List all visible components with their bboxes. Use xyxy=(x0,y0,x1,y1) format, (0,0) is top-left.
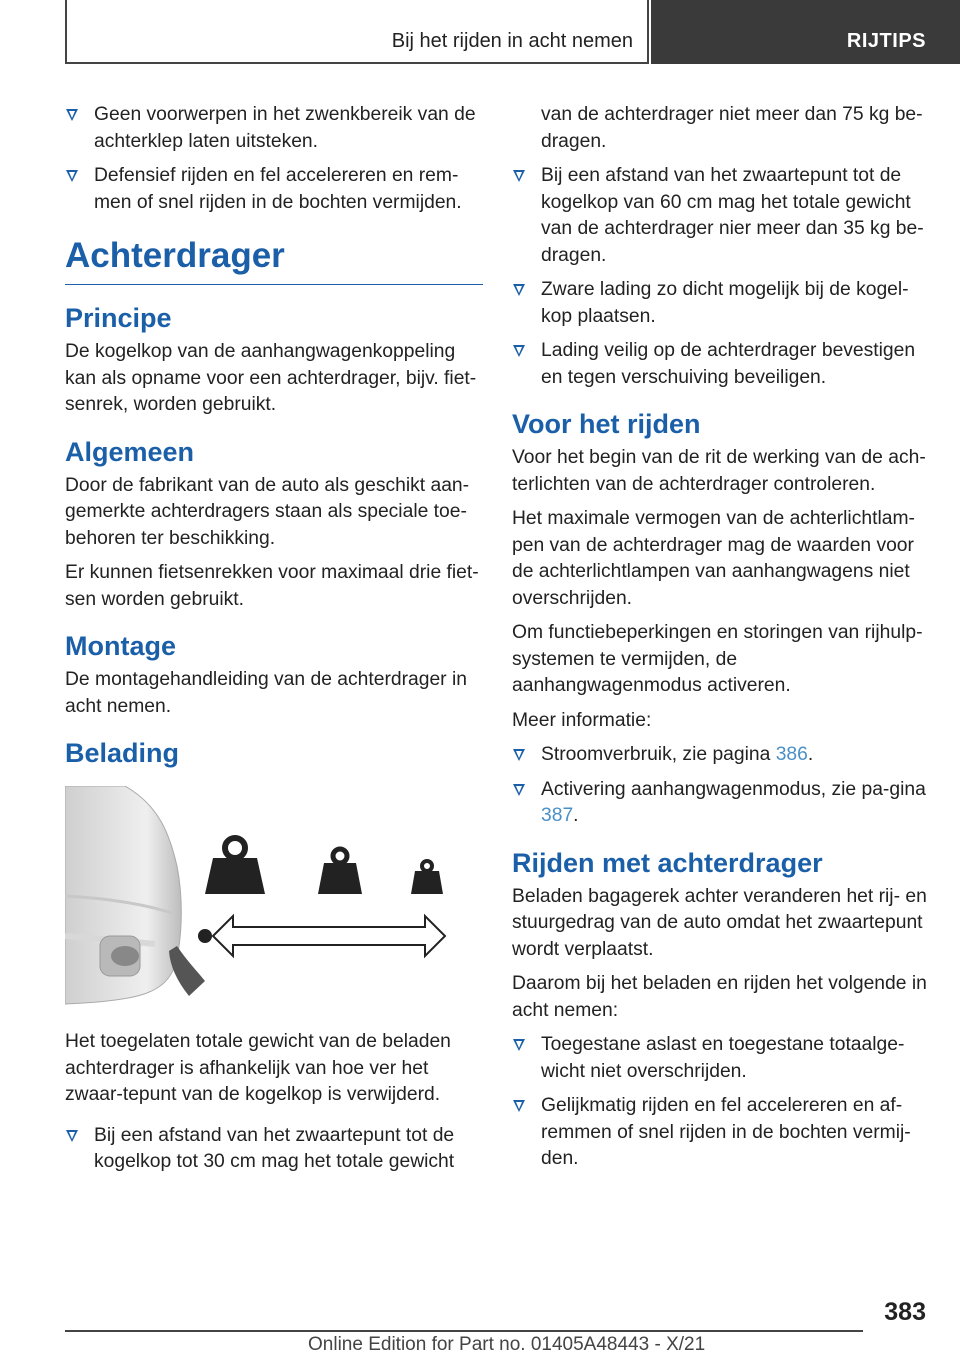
load-distance-illustration xyxy=(65,786,483,1008)
section-title-principe: Principe xyxy=(65,303,172,333)
triangle-bullet-icon xyxy=(66,170,78,182)
triangle-bullet-icon xyxy=(513,1100,525,1112)
page-link-386[interactable]: 386 xyxy=(775,744,808,765)
list-item-continued: van de achterdrager niet meer dan 75 kg be-dragen. xyxy=(541,104,923,152)
page-number: 383 xyxy=(884,1298,926,1326)
paragraph: Daarom bij het beladen en rijden het volgende in acht nemen: xyxy=(512,973,927,1021)
list-item: Defensief rijden en fel accelereren en rem-men of snel rijden in de bochten vermijden. xyxy=(65,163,483,216)
triangle-bullet-icon xyxy=(66,1130,78,1142)
left-column xyxy=(65,102,483,1184)
triangle-bullet-icon xyxy=(513,345,525,357)
footer-divider xyxy=(65,1330,863,1332)
header-title: Bij het rijden in acht nemen xyxy=(391,30,633,52)
header-frame xyxy=(65,0,649,64)
list-item: Zware lading zo dicht mogelijk bij de kogel-kop plaatsen. xyxy=(512,277,930,330)
list-item: Lading veilig op de achterdrager bevestigen en tegen verschuiving beveiligen. xyxy=(512,338,930,391)
paragraph: Om functiebeperkingen en storingen van rijhulp-systemen te vermijden, de aanhangwagenmodus activeren. xyxy=(512,622,923,696)
triangle-bullet-icon xyxy=(513,284,525,296)
section-title-voor-het-rijden: Voor het rijden xyxy=(512,409,701,439)
light-weight-icon xyxy=(411,861,443,894)
medium-weight-icon xyxy=(318,849,362,894)
page-link-387[interactable]: 387 xyxy=(541,805,574,826)
paragraph: Door de fabrikant van de auto als geschikt aan-gemerkte achterdragers staan als speciale toe-behoren ter beschikking. xyxy=(65,474,470,549)
list-item: Activering aanhangwagenmodus, zie pa-gina 387. xyxy=(512,777,930,830)
list-item: Toegestane aslast en toegestane totaalge-wicht niet overschrijden. xyxy=(512,1032,930,1085)
list-item: Geen voorwerpen in het zwenkbereik van de achterklep laten uitsteken. xyxy=(65,102,483,155)
list-item: Bij een afstand van het zwaartepunt tot de kogelkop van 60 cm mag het totale gewicht van de achterdrager nier meer dan 35 kg be-dragen. xyxy=(512,163,930,269)
paragraph: De kogelkop van de aanhangwagenkoppeling kan als opname voor een achterdrager, bijv. fiet-senrek, worden gebruikt. xyxy=(65,341,477,415)
triangle-bullet-icon xyxy=(513,749,525,761)
triangle-bullet-icon xyxy=(513,170,525,182)
paragraph: Beladen bagagerek achter veranderen het rij- en stuurgedrag van de auto omdat het zwaartepunt wordt verplaatst. xyxy=(512,885,927,960)
section-title-rijden-met-achterdrager: Rijden met achterdrager xyxy=(512,847,823,878)
triangle-bullet-icon xyxy=(513,784,525,796)
triangle-bullet-icon xyxy=(513,1039,525,1051)
paragraph: Er kunnen fietsenrekken voor maximaal drie fiet-sen worden gebruikt. xyxy=(65,562,479,610)
paragraph: Het toegelaten totale gewicht van de beladen achterdrager is afhankelijk van hoe ver het zwaar-tepunt van de kogelkop is verwijderd. xyxy=(65,1031,451,1105)
section-title-montage: Montage xyxy=(65,631,176,661)
heavy-weight-icon xyxy=(205,838,265,894)
paragraph: Voor het begin van de rit de werking van de ach-terlichten van de achterdrager controleren. xyxy=(512,447,926,495)
list-item: Stroomverbruik, zie pagina 386. xyxy=(512,742,930,769)
section-title-belading: Belading xyxy=(65,738,180,768)
chapter-title: Achterdrager xyxy=(65,234,483,285)
right-column xyxy=(512,102,930,1181)
list-item: Gelijkmatig rijden en fel accelereren en af-remmen of snel rijden in de bochten vermij-den. xyxy=(512,1093,930,1173)
list-item: Bij een afstand van het zwaartepunt tot de kogelkop tot 30 cm mag het totale gewicht xyxy=(65,1123,483,1176)
paragraph: Meer informatie: xyxy=(512,709,652,731)
footer-edition: Online Edition for Part no. 01405A48443 - X/21 xyxy=(308,1334,706,1355)
paragraph: De montagehandleiding van de achterdrager in acht nemen. xyxy=(65,669,467,717)
section-title-algemeen: Algemeen xyxy=(65,436,195,467)
section-tab-label: RIJTIPS xyxy=(846,30,926,52)
triangle-bullet-icon xyxy=(66,109,78,121)
paragraph: Het maximale vermogen van de achterlichtlam-pen van de achterdrager mag de waarden voor de achterlichtlampen van aanhangwagens niet overschrijden. xyxy=(512,508,915,609)
section-tab[interactable] xyxy=(651,0,960,64)
